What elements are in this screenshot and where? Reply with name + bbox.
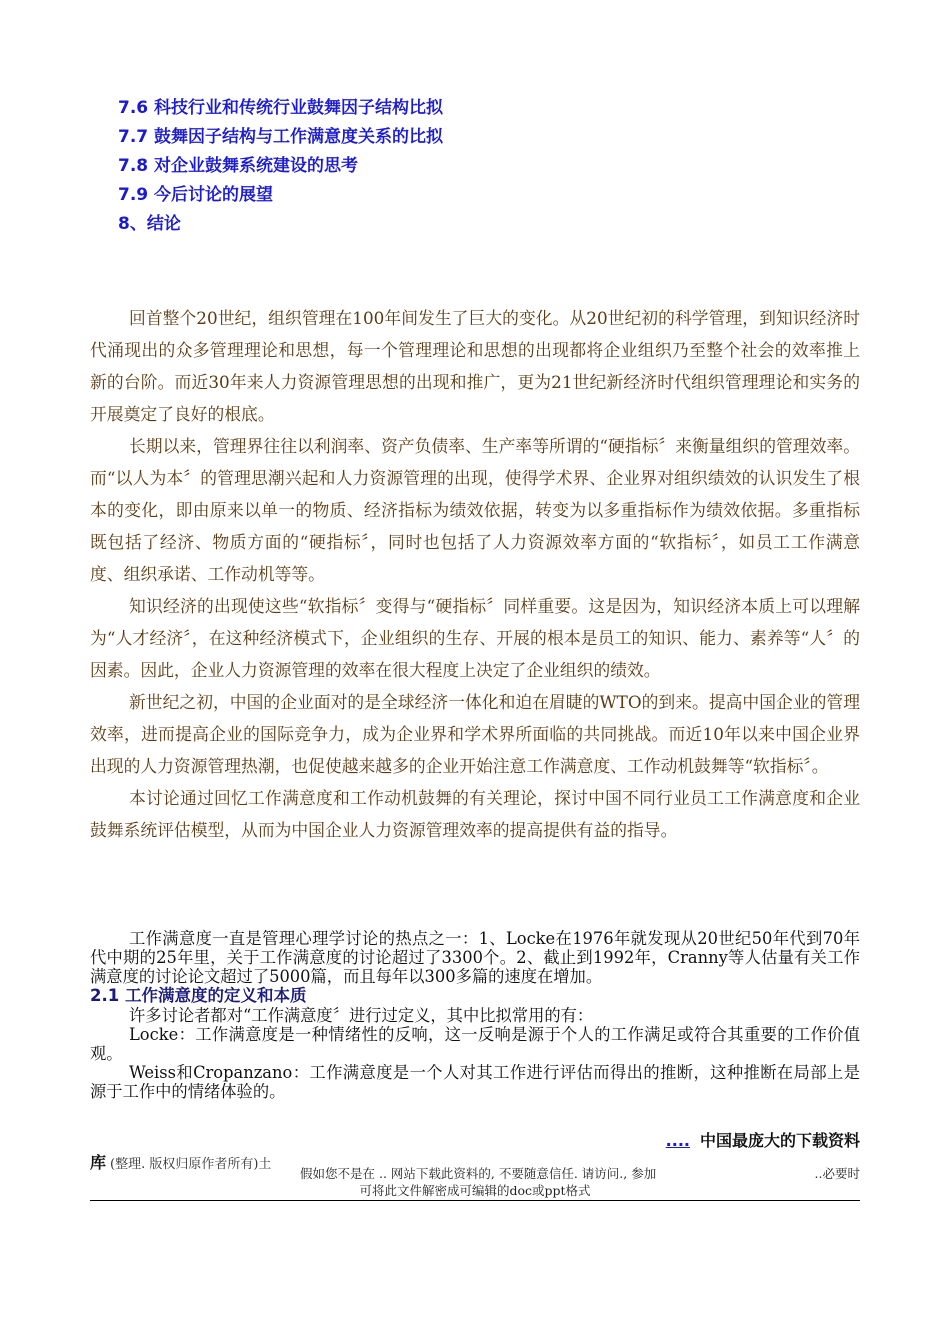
toc-item[interactable]: 7.8 对企业鼓舞系统建设的思考 xyxy=(118,156,359,176)
paragraph: Locke：工作满意度是一种情绪性的反响，这一反响是源于个人的工作满足或符合其重要的工作价值观。 xyxy=(90,1025,860,1063)
section-heading: 2.1 工作满意度的定义和本质 xyxy=(90,986,307,1005)
copyright-note: (整理. 版权归原作者所有)土 xyxy=(110,1157,272,1172)
section-lead-paragraph: 工作满意度一直是管理心理学讨论的热点之一：1、Locke在1976年就发现从20世纪50年代到70年代中期的25年里，关于工作满意度的讨论超过了3300个。2、截止到1992年，Cranny等人估量有关工作满意度的讨论论文超过了5000篇，而且每年以300多篇的速度在增加。 xyxy=(90,929,860,986)
toc-item[interactable]: 8、结论 xyxy=(118,214,181,234)
promo-link[interactable]: .... xyxy=(665,1131,690,1150)
paragraph: 长期以来，管理界往往以利润率、资产负债率、生产率等所谓的“硬指标〞来衡量组织的管理效率。而“以人为本〞的管理思潮兴起和人力资源管理的出现，使得学术界、企业界对组织绩效的认识发生了根本的变化，即由原来以单一的物质、经济指标为绩效依据，转变为以多重指标作为绩效依据。多重指标既包括了经济、物质方面的“硬指标〞，同时也包括了人力资源效率方面的“软指标〞，如员工工作满意度、组织承诺、工作动机等等。 xyxy=(90,436,860,584)
promo-text: 中国最庞大的下载资料 xyxy=(699,1131,860,1150)
paragraph: 新世纪之初，中国的企业面对的是全球经济一体化和迫在眉睫的WTO的到来。提高中国企业的管理效率，进而提高企业的国际竞争力，成为企业界和学术界所面临的共同挑战。而近10年以来中国企业界出现的人力资源管理热潮，也促使越来越多的企业开始注意工作满意度、工作动机鼓舞等“软指标〞。 xyxy=(90,692,860,776)
disclaimer xyxy=(90,1165,860,1199)
toc-item[interactable]: 7.6 科技行业和传统行业鼓舞因子结构比拟 xyxy=(118,98,444,118)
paragraph: 本讨论通过回忆工作满意度和工作动机鼓舞的有关理论，探讨中国不同行业员工工作满意度和企业鼓舞系统评估模型，从而为中国企业人力资源管理效率的提高提供有益的指导。 xyxy=(90,788,860,840)
paragraph: 回首整个20世纪，组织管理在100年间发生了巨大的变化。从20世纪初的科学管理，到知识经济时代涌现出的众多管理理论和思想，每一个管理理论和思想的出现都将企业组织乃至整个社会的效率推上新的台阶。而近30年来人力资源管理思想的出现和推广，更为21世纪新经济时代组织管理理论和实务的开展奠定了良好的根底。 xyxy=(90,308,860,424)
disclaimer-line-2: 可将此文件解密成可编辑的doc或ppt格式 xyxy=(359,1183,591,1198)
table-of-contents xyxy=(118,94,443,239)
intro-section xyxy=(90,302,860,846)
disclaimer-text-end: ..必要时 xyxy=(814,1166,860,1181)
footer-divider xyxy=(90,1200,860,1201)
section-2 xyxy=(90,929,860,1101)
promo-text-end: 库 xyxy=(90,1153,107,1172)
paragraph: 许多讨论者都对“工作满意度〞进行过定义，其中比拟常用的有： xyxy=(129,1006,594,1025)
toc-item[interactable]: 7.7 鼓舞因子结构与工作满意度关系的比拟 xyxy=(118,127,444,147)
paragraph: Weiss和Cropanzano：工作满意度是一个人对其工作进行评估而得出的推断，这种推断在局部上是源于工作中的情绪体验的。 xyxy=(90,1063,860,1101)
disclaimer-text: 假如您不是在 .. 网站下载此资料的, 不要随意信任. 请访问., 参加 xyxy=(300,1166,657,1181)
toc-item[interactable]: 7.9 今后讨论的展望 xyxy=(118,185,274,205)
paragraph: 知识经济的出现使这些“软指标〞变得与“硬指标〞同样重要。这是因为，知识经济本质上可以理解为“人才经济〞，在这种经济模式下，企业组织的生存、开展的根本是员工的知识、能力、素养等“人〞的因素。因此，企业人力资源管理的效率在很大程度上决定了企业组织的绩效。 xyxy=(90,596,860,680)
promo-link-line xyxy=(666,1128,860,1151)
